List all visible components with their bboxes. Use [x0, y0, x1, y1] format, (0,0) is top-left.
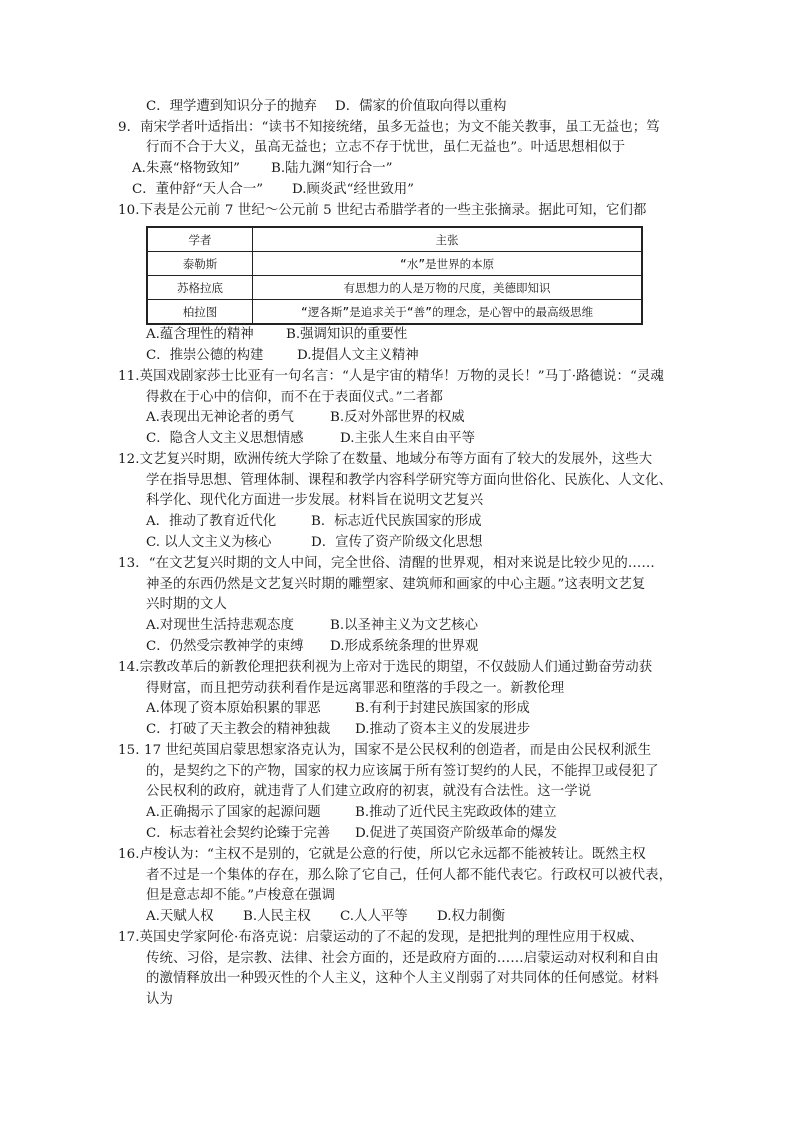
- q12-stem-line-1: 12.文艺复兴时期，欧洲传统大学除了在数量、地域分布等方面有了较大的发展外，这些大: [118, 452, 653, 467]
- q13-stem-line-1: 13．“在文艺复兴时期的文人中间，完全世俗、清醒的世界观，相对来说是比较少见的……: [118, 556, 655, 571]
- table-cell-scholar: 泰勒斯: [147, 252, 253, 276]
- q9-option-b: B.陆九渊“知行合一”: [271, 161, 393, 176]
- q14-option-b: B.有利于封建民族国家的形成: [355, 701, 530, 716]
- table-row: [147, 276, 642, 300]
- q15-option-d: D.促进了英国资产阶级革命的爆发: [355, 826, 557, 841]
- q14-option-c: C．打破了天主教会的精神独裁: [146, 722, 331, 737]
- q15-stem-line-2: 的，是契约之下的产物，国家的权力应该属于所有签订契约的人民，不能捍卫或侵犯了: [146, 764, 659, 779]
- q9-option-c: C．董仲舒“天人合一”: [132, 182, 264, 197]
- q9-stem-line-2: 行而不合于大义，虽高无益也；立志不存于忧世，虽仁无益也”。叶适思想相似于: [146, 140, 626, 155]
- q12-stem-line-2: 学在指导思想、管理体制、课程和教学内容科学研究等方面向世俗化、民族化、人文化、: [146, 473, 673, 488]
- table-row: [147, 300, 642, 325]
- q9-stem-line-1: 9．南宋学者叶适指出：“读书不知接统绪，虽多无益也；为文不能关教事，虽工无益也；笃: [118, 120, 660, 135]
- q8-option-d: D．儒家的价值取向得以重构: [335, 99, 507, 114]
- q11-option-d: D.主张人生来自由平等: [340, 431, 476, 446]
- table-header-claim: 主张: [253, 227, 643, 252]
- q12-option-c: C. 以人文主义为核心: [146, 535, 272, 550]
- q15-stem-line-3: 公民权利的政府，就违背了人们建立政府的初衷，就没有合法性。这一学说: [146, 784, 592, 799]
- q10-option-c: C．推崇公德的构建: [146, 348, 264, 363]
- q13-option-d: D.形成系统条理的世界观: [330, 639, 479, 654]
- q14-option-d: D.推动了资本主义的发展进步: [355, 722, 531, 737]
- q10-option-a: A.蕴含理性的精神: [146, 327, 254, 342]
- q11-stem-line-2: 得救在于心中的信仰，而不在于表面仪式。”二者都: [146, 390, 444, 405]
- table-cell-claim: “水”是世界的本原: [253, 252, 643, 276]
- q16-stem-line-2: 者不过是一个集体的存在，那么除了它自己，任何人都不能代表它。行政权可以被代表，: [146, 868, 673, 883]
- q12-stem-line-3: 科学化、现代化方面进一步发展。材料旨在说明文艺复兴: [146, 493, 484, 508]
- q15-option-a: A.正确揭示了国家的起源问题: [146, 805, 321, 820]
- table-header-scholar: 学者: [147, 227, 253, 252]
- q11-option-c: C．隐含人文主义思想情感: [146, 431, 304, 446]
- table-header-row: [147, 227, 642, 252]
- q8-option-c: C．理学遭到知识分子的抛弃: [146, 99, 317, 114]
- q12-option-a: A．推动了教育近代化: [146, 514, 277, 529]
- q13-stem-line-3: 兴时期的文人: [146, 597, 227, 612]
- table-cell-claim: 有思想力的人是万物的尺度，美德即知识: [253, 276, 643, 300]
- q11-option-a: A.表现出无神论者的勇气: [146, 410, 294, 425]
- q14-option-a: A.体现了资本原始积累的罪恶: [146, 701, 321, 716]
- q13-option-c: C．仍然受宗教神学的束缚: [146, 639, 304, 654]
- table-cell-scholar: 柏拉图: [147, 300, 253, 325]
- q11-option-b: B.反对外部世界的权威: [330, 410, 465, 425]
- q16-option-d: D.权力制衡: [437, 909, 506, 924]
- q17-stem-line-2: 传统、习俗，是宗教、法律、社会方面的，还是政府方面的……启蒙运动对权利和自由: [146, 951, 659, 966]
- table-cell-scholar: 苏格拉底: [147, 276, 253, 300]
- q12-option-d: D．宣传了资产阶级文化思想: [311, 535, 483, 550]
- q11-stem-line-1: 11.英国戏剧家莎士比亚有一句名言：“人是宇宙的精华！万物的灵长！”马丁·路德说：“灵魂: [118, 369, 664, 384]
- q9-option-d: D.顾炎武“经世致用”: [292, 182, 414, 197]
- q12-option-b: B．标志近代民族国家的形成: [311, 514, 482, 529]
- q10-stem: 10.下表是公元前 7 世纪～公元前 5 世纪古希腊学者的一些主张摘录。据此可知，它们都: [118, 203, 647, 218]
- q15-stem-line-1: 15. 17 世纪英国启蒙思想家洛克认为，国家不是公民权利的创造者，而是由公民权利派生: [118, 743, 652, 758]
- q13-stem-line-2: 神圣的东西仍然是文艺复兴时期的雕塑家、建筑师和画家的中心主题。”这表明文艺复: [146, 577, 646, 592]
- table-row: [147, 252, 642, 276]
- q15-option-c: C．标志着社会契约论臻于完善: [146, 826, 331, 841]
- q15-option-b: B.推动了近代民主宪政政体的建立: [355, 805, 557, 820]
- q16-stem-line-3: 但是意志却不能。”卢梭意在强调: [146, 888, 336, 903]
- q10-option-d: D.提倡人文主义精神: [297, 348, 419, 363]
- q13-option-a: A.对现世生活持悲观态度: [146, 618, 294, 633]
- q16-option-b: B.人民主权: [243, 909, 311, 924]
- q16-option-c: C.人人平等: [340, 909, 408, 924]
- q13-option-b: B.以圣神主义为文艺核心: [330, 618, 479, 633]
- q16-stem-line-1: 16.卢梭认为：“主权不是别的，它就是公意的行使，所以它永远都不能被转让。既然主权: [118, 847, 646, 862]
- q14-stem-line-2: 得财富，而且把劳动获利看作是远离罪恶和堕落的手段之一。新教伦理: [146, 681, 565, 696]
- table-cell-claim: “逻各斯”是追求关于“善”的理念，是心智中的最高级思维: [253, 300, 643, 325]
- q16-option-a: A.天赋人权: [146, 909, 214, 924]
- q10-option-b: B.强调知识的重要性: [286, 327, 408, 342]
- q17-stem-line-3: 的激情释放出一种毁灭性的个人主义，这种个人主义削弱了对共同体的任何感觉。材料: [146, 971, 659, 986]
- q14-stem-line-1: 14.宗教改革后的新教伦理把获利视为上帝对于选民的期望，不仅鼓励人们通过勤奋劳动获: [118, 660, 653, 675]
- q17-stem-line-4: 认为: [146, 992, 173, 1007]
- q9-option-a: A.朱熹“格物致知”: [132, 161, 240, 176]
- scholars-table: [146, 226, 643, 325]
- q17-stem-line-1: 17.英国史学家阿伦·布洛克说：启蒙运动的了不起的发现，是把批判的理性应用于权威、: [118, 930, 644, 945]
